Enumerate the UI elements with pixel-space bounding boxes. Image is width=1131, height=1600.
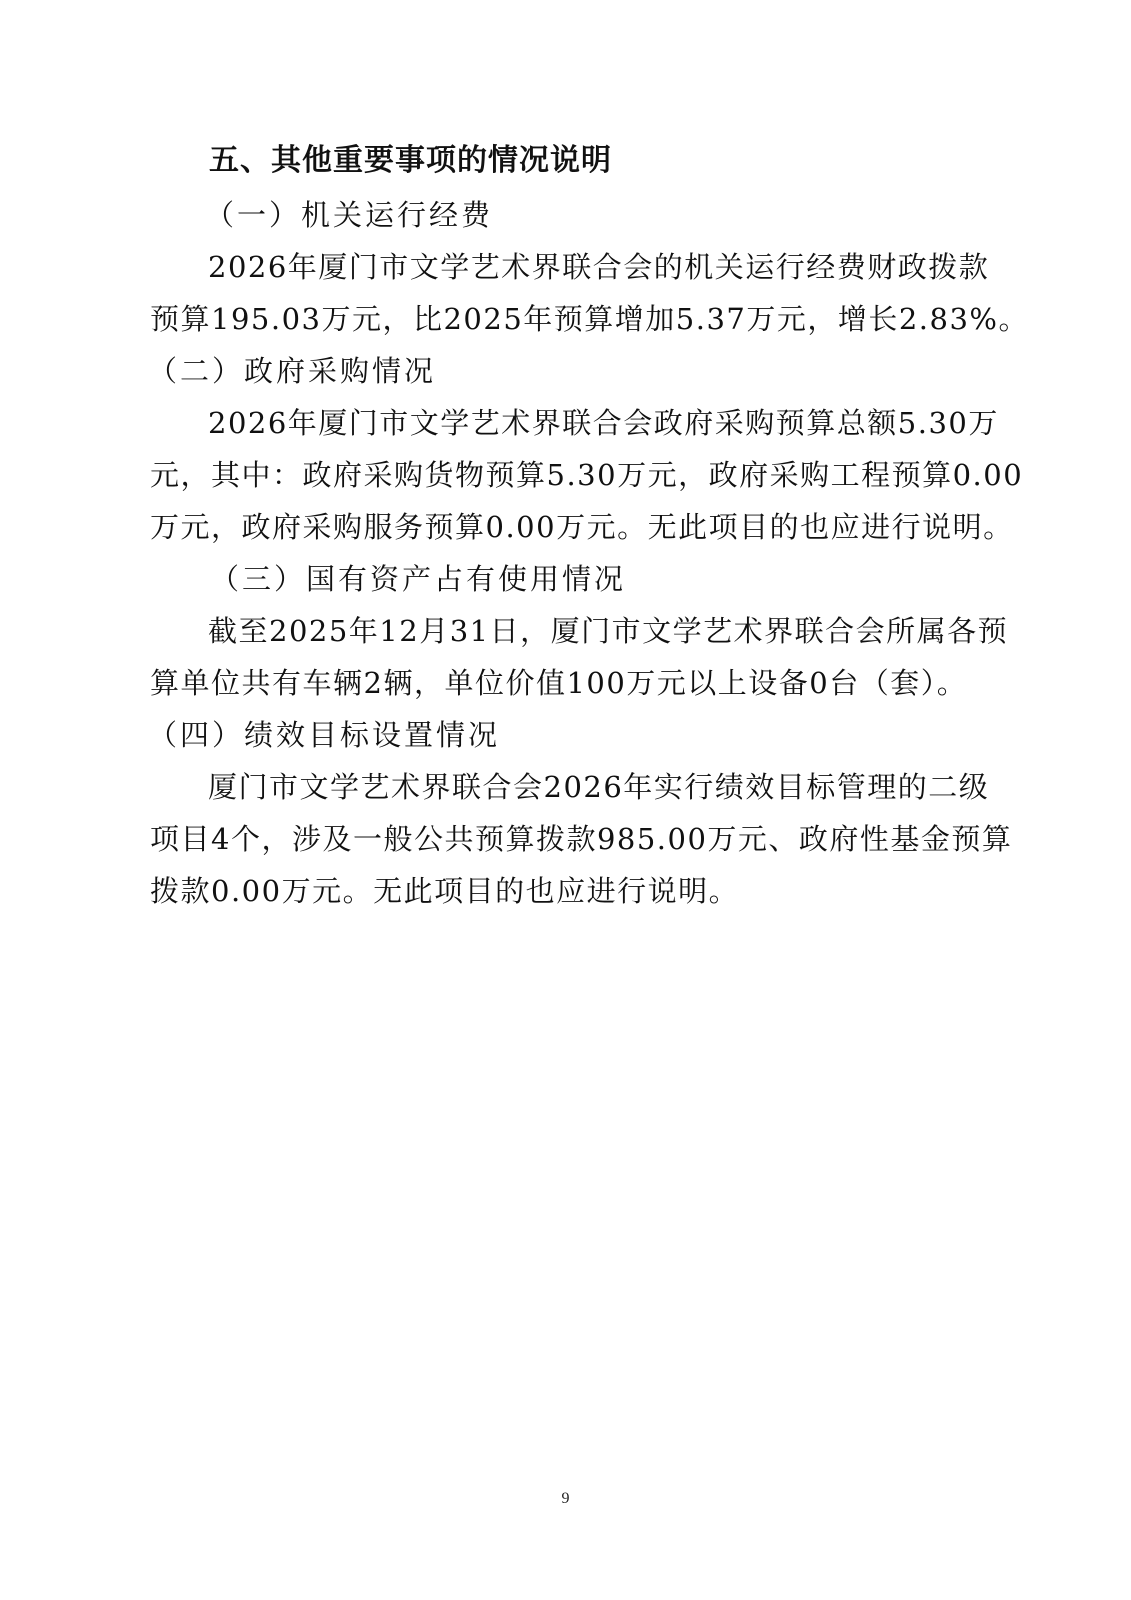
part1-line-2: 预算195.03万元，比2025年预算增加5.37万元，增长2.83%。 [150,302,1029,336]
part4-line-2: 项目4个，涉及一般公共预算拨款985.00万元、政府性基金预算 [150,822,1013,856]
part1-line-1: 2026年厦门市文学艺术界联合会的机关运行经费财政拨款 [208,250,990,284]
part2-line-1: 2026年厦门市文学艺术界联合会政府采购预算总额5.30万 [208,406,999,440]
part3-line-2: 算单位共有车辆2辆，单位价值100万元以上设备0台（套）。 [150,666,968,700]
part3-line-1: 截至2025年12月31日，厦门市文学艺术界联合会所属各预 [208,614,1009,648]
part3-title: （三）国有资产占有使用情况 [210,562,627,596]
part4-line-1: 厦门市文学艺术界联合会2026年实行绩效目标管理的二级 [208,770,990,804]
part2-line-2: 元，其中：政府采购货物预算5.30万元，政府采购工程预算0.00 [150,458,1024,492]
section-heading: 五、其他重要事项的情况说明 [209,143,612,178]
part2-title: （二）政府采购情况 [148,354,437,388]
page-number: 9 [561,1490,570,1507]
part4-line-3: 拨款0.00万元。无此项目的也应进行说明。 [150,874,740,908]
part1-title: （一）机关运行经费 [205,198,494,232]
part4-title: （四）绩效目标设置情况 [148,718,501,752]
part2-line-3: 万元，政府采购服务预算0.00万元。无此项目的也应进行说明。 [150,510,1014,544]
